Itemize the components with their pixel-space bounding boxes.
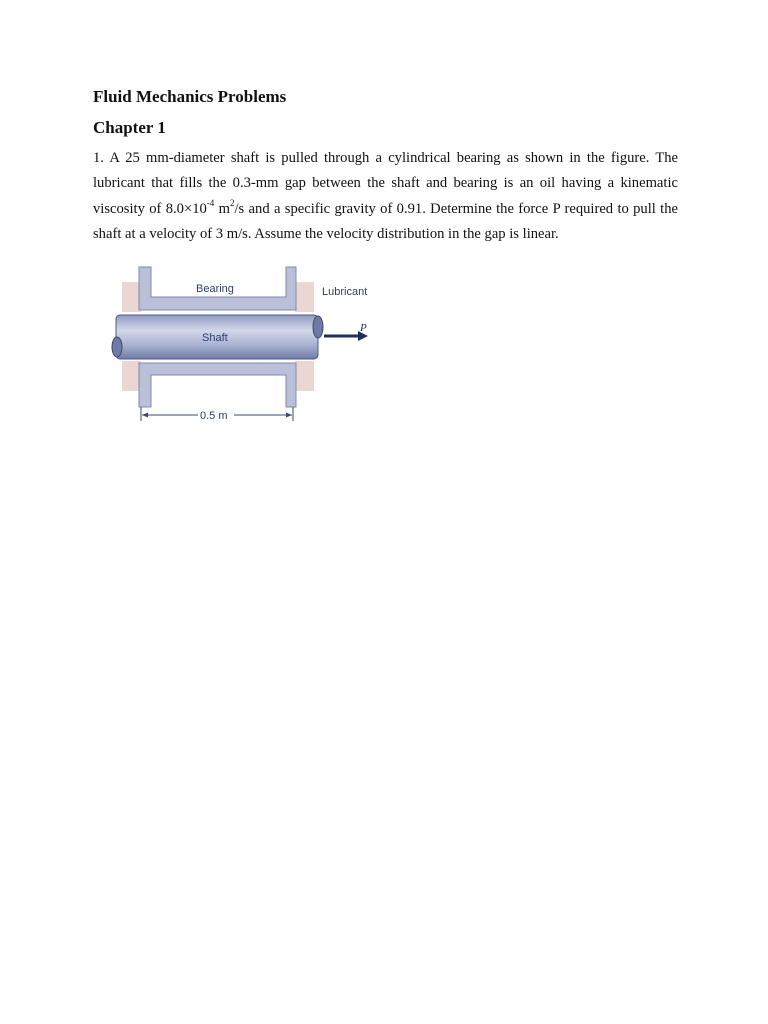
shaft-bearing-figure: [100, 255, 400, 430]
lubricant-label: Lubricant: [322, 286, 368, 298]
bearing-bottom: [139, 363, 296, 407]
shaft-right-end: [313, 316, 323, 338]
problem-paragraph: [93, 146, 678, 247]
shaft-left-end: [112, 337, 122, 357]
chapter-heading: Chapter 1: [93, 118, 166, 137]
problem-text-part2: m: [214, 200, 230, 217]
problem-text-part1: A 25 mm-diameter shaft is pulled through a cylindrical bearing as shown in the figure. The lubricant that fills the 0.3-mm gap between the shaft and bearing is an oil having a kinematic viscosity of 8.0×10: [93, 150, 679, 217]
problem-text-part3: /s and a specific gravity of 0.91. Determine the force P required to pull the shaft at a velocity of 3 m/s. Assume the velocity distribution in the gap is linear.: [93, 200, 678, 242]
dimension-arrow-left: [142, 413, 148, 418]
shaft-label: Shaft: [202, 332, 228, 344]
force-label: P: [360, 322, 367, 334]
exponent-two: 2: [229, 197, 235, 208]
dimension-arrow-right: [286, 413, 292, 418]
lubricant-bottom-right: [295, 361, 314, 391]
exponent-minus-four: -4: [206, 197, 215, 208]
lubricant-top-right: [295, 282, 314, 312]
lubricant-top-left: [122, 282, 141, 312]
problem-number: 1.: [93, 150, 104, 166]
bearing-label: Bearing: [196, 283, 234, 295]
dimension-label: 0.5 m: [200, 410, 228, 422]
lubricant-bottom-left: [122, 361, 141, 391]
document-title: Fluid Mechanics Problems: [93, 87, 287, 106]
